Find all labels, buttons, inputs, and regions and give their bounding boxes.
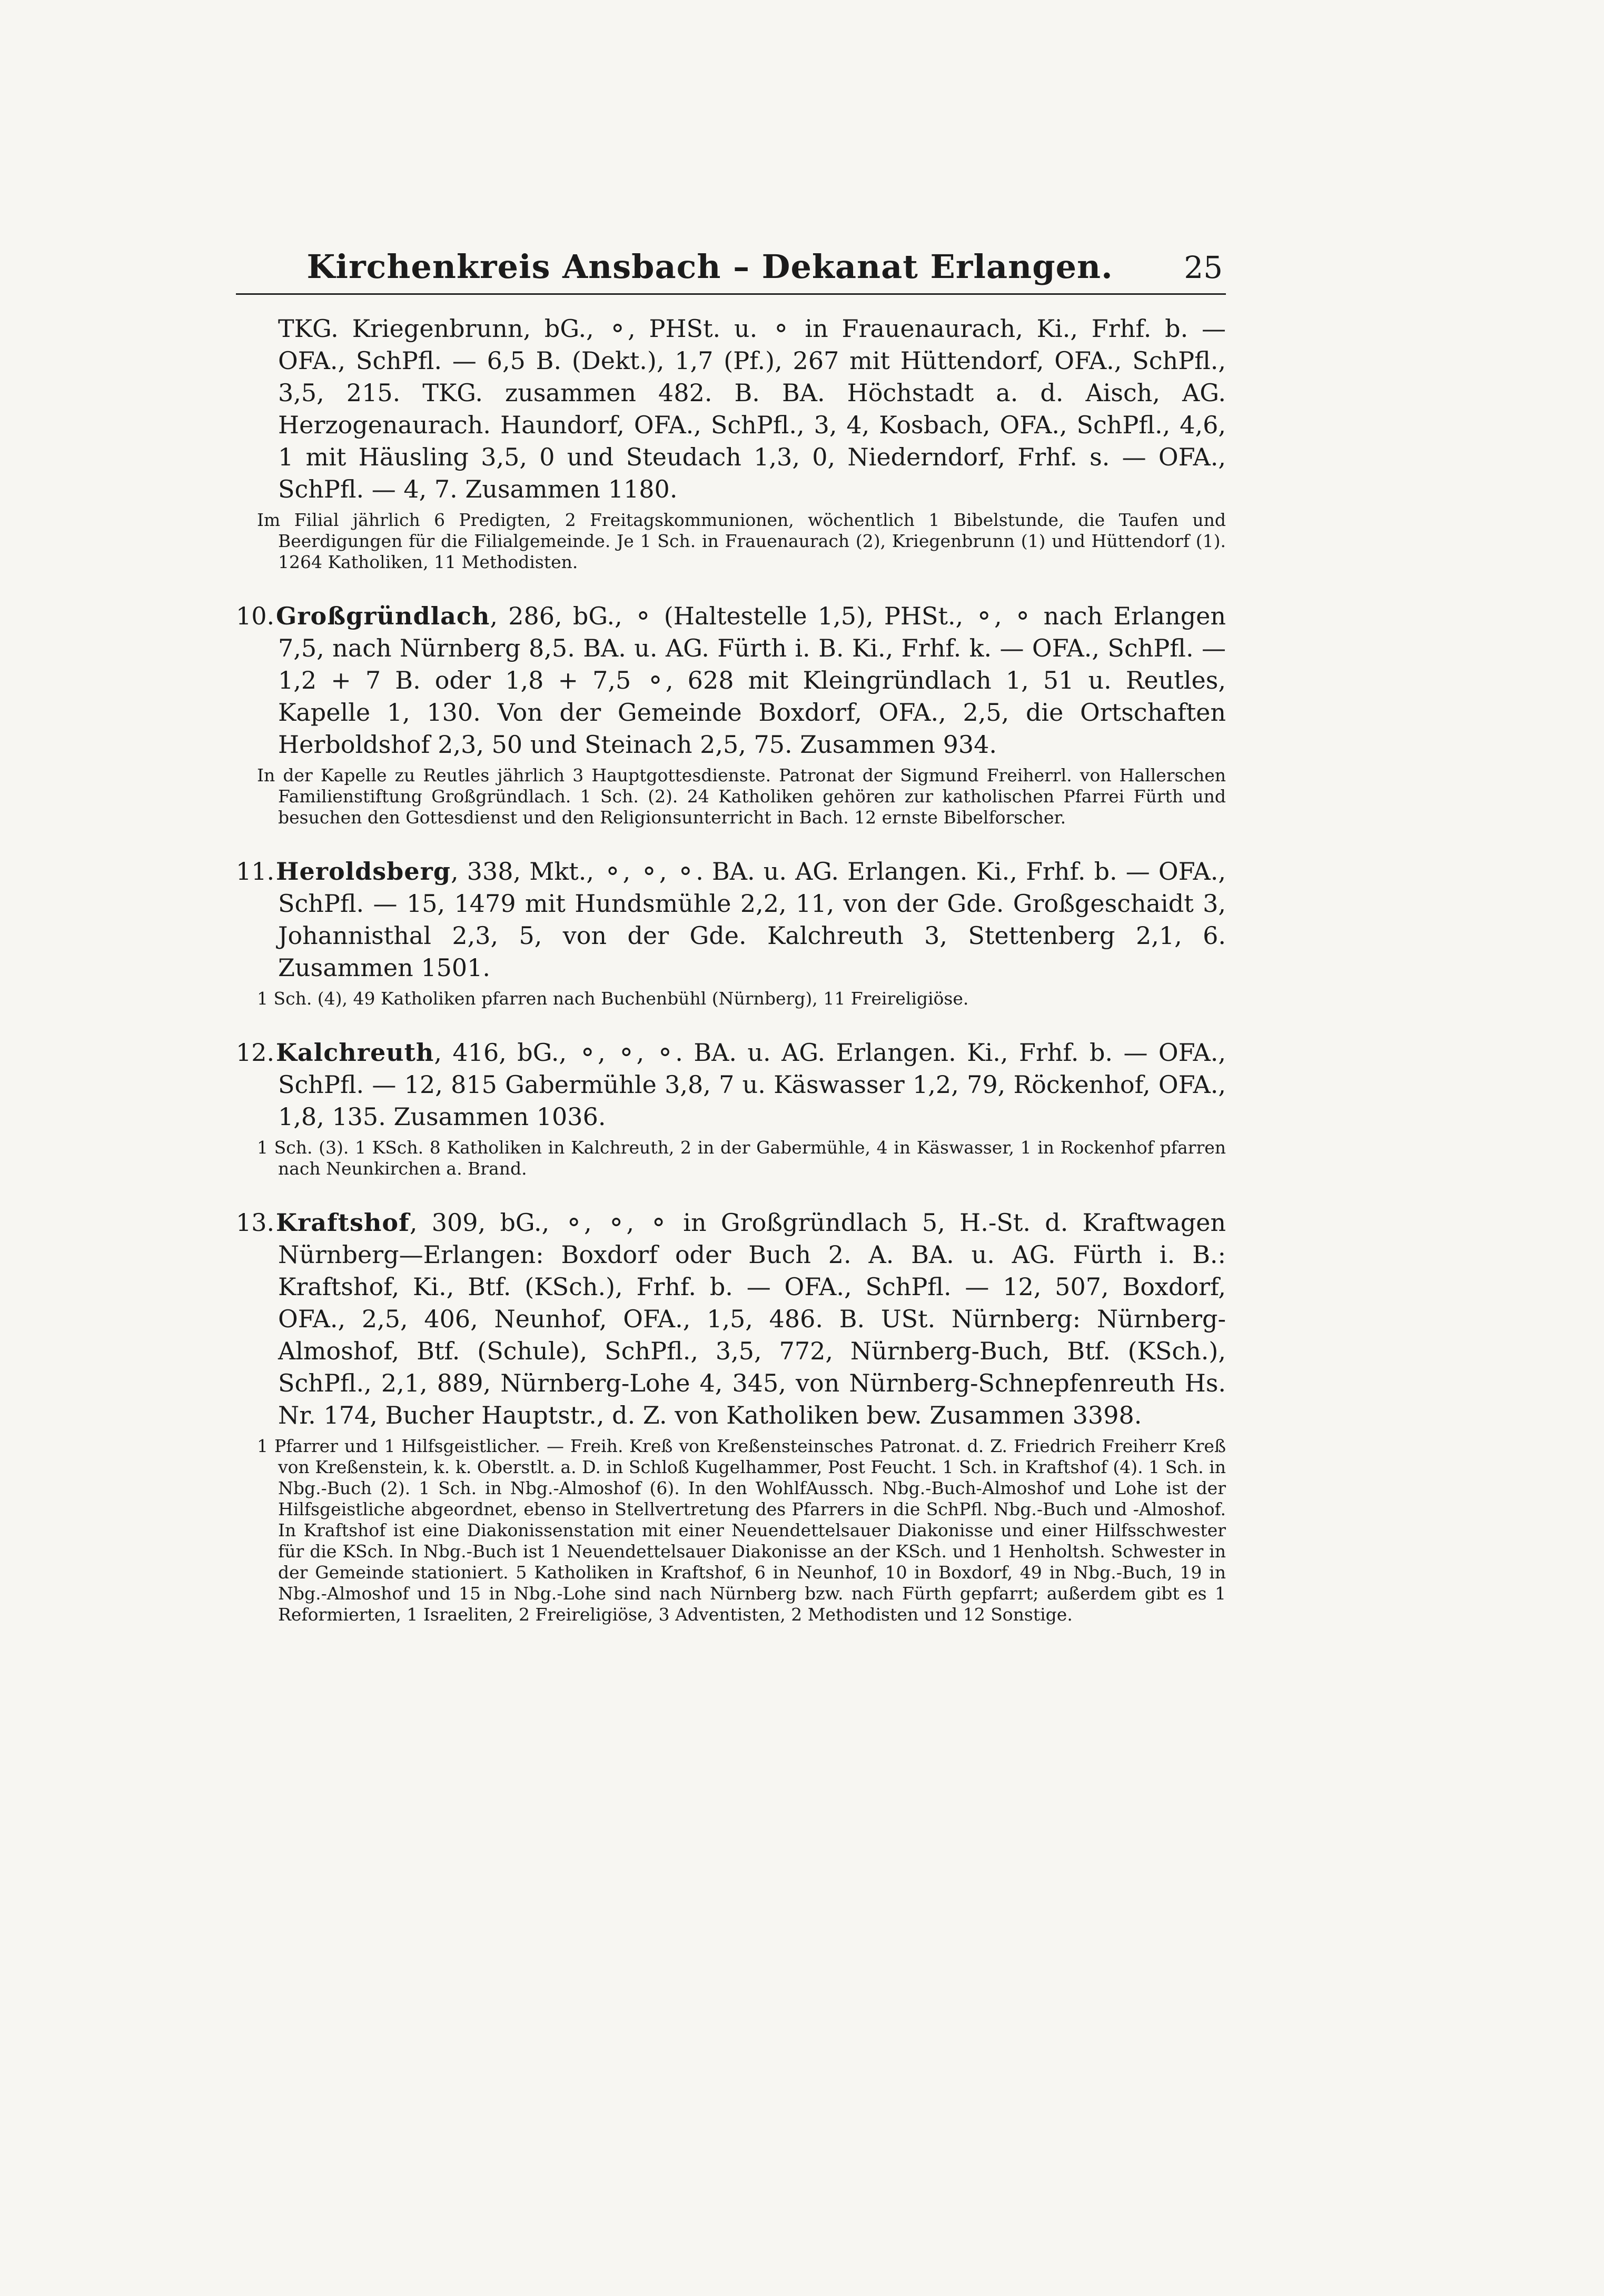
entry-body [236, 856, 1226, 984]
entry-note: 1 Pfarrer und 1 Hilfsgeistlicher. — Freih. Kreß von Kreßensteinsches Patronat. d. Z. Friedrich Freiherr Kreß von Kreßenstein, k. k. Oberstlt. a. D. in Schloß Kugelhammer, Post Feucht. 1 Sch. in Kraftshof (4). 1 Sch. in Nbg.-Buch (2). 1 Sch. in Nbg.-Almoshof (6). In den WohlfAussch. Nbg.-Buch-Almoshof und Lohe ist der Hilfsgeistliche abgeordnet, ebenso in Stellvertretung des Pfarrers in die SchPfl. Nbg.-Buch und -Almoshof. In Kraftshof ist eine Diakonissenstation mit einer Neuendettelsauer Diakonisse und einer Hilfsschwester für die KSch. In Nbg.-Buch ist 1 Neuendettelsauer Diakonisse an der KSch. und 1 Henholtsh. Schwester in der Gemeinde stationiert. 5 Katholiken in Kraftshof, 6 in Neunhof, 10 in Boxdorf, 49 in Nbg.-Buch, 19 in Nbg.-Almoshof und 15 in Nbg.-Lohe sind nach Nürnberg bzw. nach Fürth gepfarrt; außerdem gibt es 1 Reformierten, 1 Israeliten, 2 Freireligiöse, 3 Adventisten, 2 Methodisten und 12 Sonstige. [257, 1436, 1226, 1625]
entry-body [236, 600, 1226, 761]
page-number: 25 [1184, 250, 1223, 285]
continuation-entry: TKG. Kriegenbrunn, bG., ⚬, PHSt. u. ⚬ in Frauenaurach, Ki., Frhf. b. — OFA., SchPfl. — 6,5 B. (Dekt.), 1,7 (Pf.), 267 mit Hüttendorf, OFA., SchPfl., 3,5, 215. TKG. zusammen 482. B. BA. Höchstadt a. d. Aisch, AG. Herzogenaurach. Haundorf, OFA., SchPfl., 3, 4, Kosbach, OFA., SchPfl., 4,6, 1 mit Häusling 3,5, 0 und Steudach 1,3, 0, Niederndorf, Frhf. s. — OFA., SchPfl. — 4, 7. Zusammen 1180. [278, 314, 1226, 503]
running-title: Kirchenkreis Ansbach – Dekanat Erlangen. [306, 247, 1113, 286]
parish-entry-12 [236, 1037, 1226, 1179]
entry-number: 11. [236, 857, 275, 886]
entry-text: , 286, bG., ⚬ (Haltestelle 1,5), PHSt., ⚬, ⚬ nach Erlangen 7,5, nach Nürnberg 8,5. BA. u. AG. Fürth i. B. Ki., Frhf. k. — OFA., SchPfl. — 1,2 + 7 B. oder 1,8 + 7,5 ⚬, 628 mit Kleingründlach 1, 51 u. Reutles, Kapelle 1, 130. Von der Gemeinde Boxdorf, OFA., 2,5, die Ortschaften Herboldshof 2,3, 50 und Steinach 2,5, 75. Zusammen 934. [278, 602, 1226, 759]
entry-number: 13. [236, 1208, 275, 1237]
place-name: Großgründlach [276, 602, 490, 630]
entry-body [236, 1037, 1226, 1133]
entry-text: , 338, Mkt., ⚬, ⚬, ⚬. BA. u. AG. Erlangen. Ki., Frhf. b. — OFA., SchPfl. — 15, 1479 mit Hundsmühle 2,2, 11, von der Gde. Großgeschaidt 3, Johannisthal 2,3, 5, von der Gde. Kalchreuth 3, Stettenberg 2,1, 6. Zusammen 1501. [278, 857, 1226, 982]
entry-number: 10. [236, 602, 275, 630]
page-header [236, 247, 1226, 295]
entry-body [236, 1207, 1226, 1432]
entry-note: 1 Sch. (3). 1 KSch. 8 Katholiken in Kalchreuth, 2 in der Gabermühle, 4 in Käswasser, 1 in Rockenhof pfarren nach Neunkirchen a. Brand. [257, 1137, 1226, 1179]
entry-text: , 309, bG., ⚬, ⚬, ⚬ in Großgründlach 5, H.-St. d. Kraftwagen Nürnberg—Erlangen: Boxdorf oder Buch 2. A. BA. u. AG. Fürth i. B.: Kraftshof, Ki., Btf. (KSch.), Frhf. b. — OFA., SchPfl. — 12, 507, Boxdorf, OFA., 2,5, 406, Neunhof, OFA., 1,5, 486. B. USt. Nürnberg: Nürnberg-Almoshof, Btf. (Schule), SchPfl., 3,5, 772, Nürnberg-Buch, Btf. (KSch.), SchPfl., 2,1, 889, Nürnberg-Lohe 4, 345, von Nürnberg-Schnepfenreuth Hs. Nr. 174, Bucher Hauptstr., d. Z. von Katholiken bew. Zusammen 3398. [278, 1208, 1226, 1429]
continuation-note: Im Filial jährlich 6 Predigten, 2 Freitagskommunionen, wöchentlich 1 Bibelstunde, die Taufen und Beerdigungen für die Filialgemeinde. Je 1 Sch. in Frauenaurach (2), Kriegenbrunn (1) und Hüttendorf (1). 1264 Katholiken, 11 Methodisten. [257, 510, 1226, 572]
parish-entry-11 [236, 856, 1226, 1009]
entry-note: 1 Sch. (4), 49 Katholiken pfarren nach Buchenbühl (Nürnberg), 11 Freireligiöse. [257, 988, 969, 1009]
place-name: Kraftshof [276, 1208, 410, 1237]
entry-number: 12. [236, 1038, 275, 1067]
document-page [236, 247, 1226, 1625]
place-name: Kalchreuth [276, 1038, 434, 1067]
entry-text: , 416, bG., ⚬, ⚬, ⚬. BA. u. AG. Erlangen. Ki., Frhf. b. — OFA., SchPfl. — 12, 815 Gabermühle 3,8, 7 u. Käswasser 1,2, 79, Röckenhof, OFA., 1,8, 135. Zusammen 1036. [278, 1038, 1226, 1131]
place-name: Heroldsberg [276, 857, 451, 886]
parish-entry-10 [236, 600, 1226, 828]
parish-entry-13 [236, 1207, 1226, 1625]
entry-note: In der Kapelle zu Reutles jährlich 3 Hauptgottesdienste. Patronat der Sigmund Freiherrl. von Hallerschen Familienstiftung Großgründlach. 1 Sch. (2). 24 Katholiken gehören zur katholischen Pfarrei Fürth und besuchen den Gottesdienst und den Religionsunterricht in Bach. 12 ernste Bibelforscher. [257, 765, 1226, 828]
